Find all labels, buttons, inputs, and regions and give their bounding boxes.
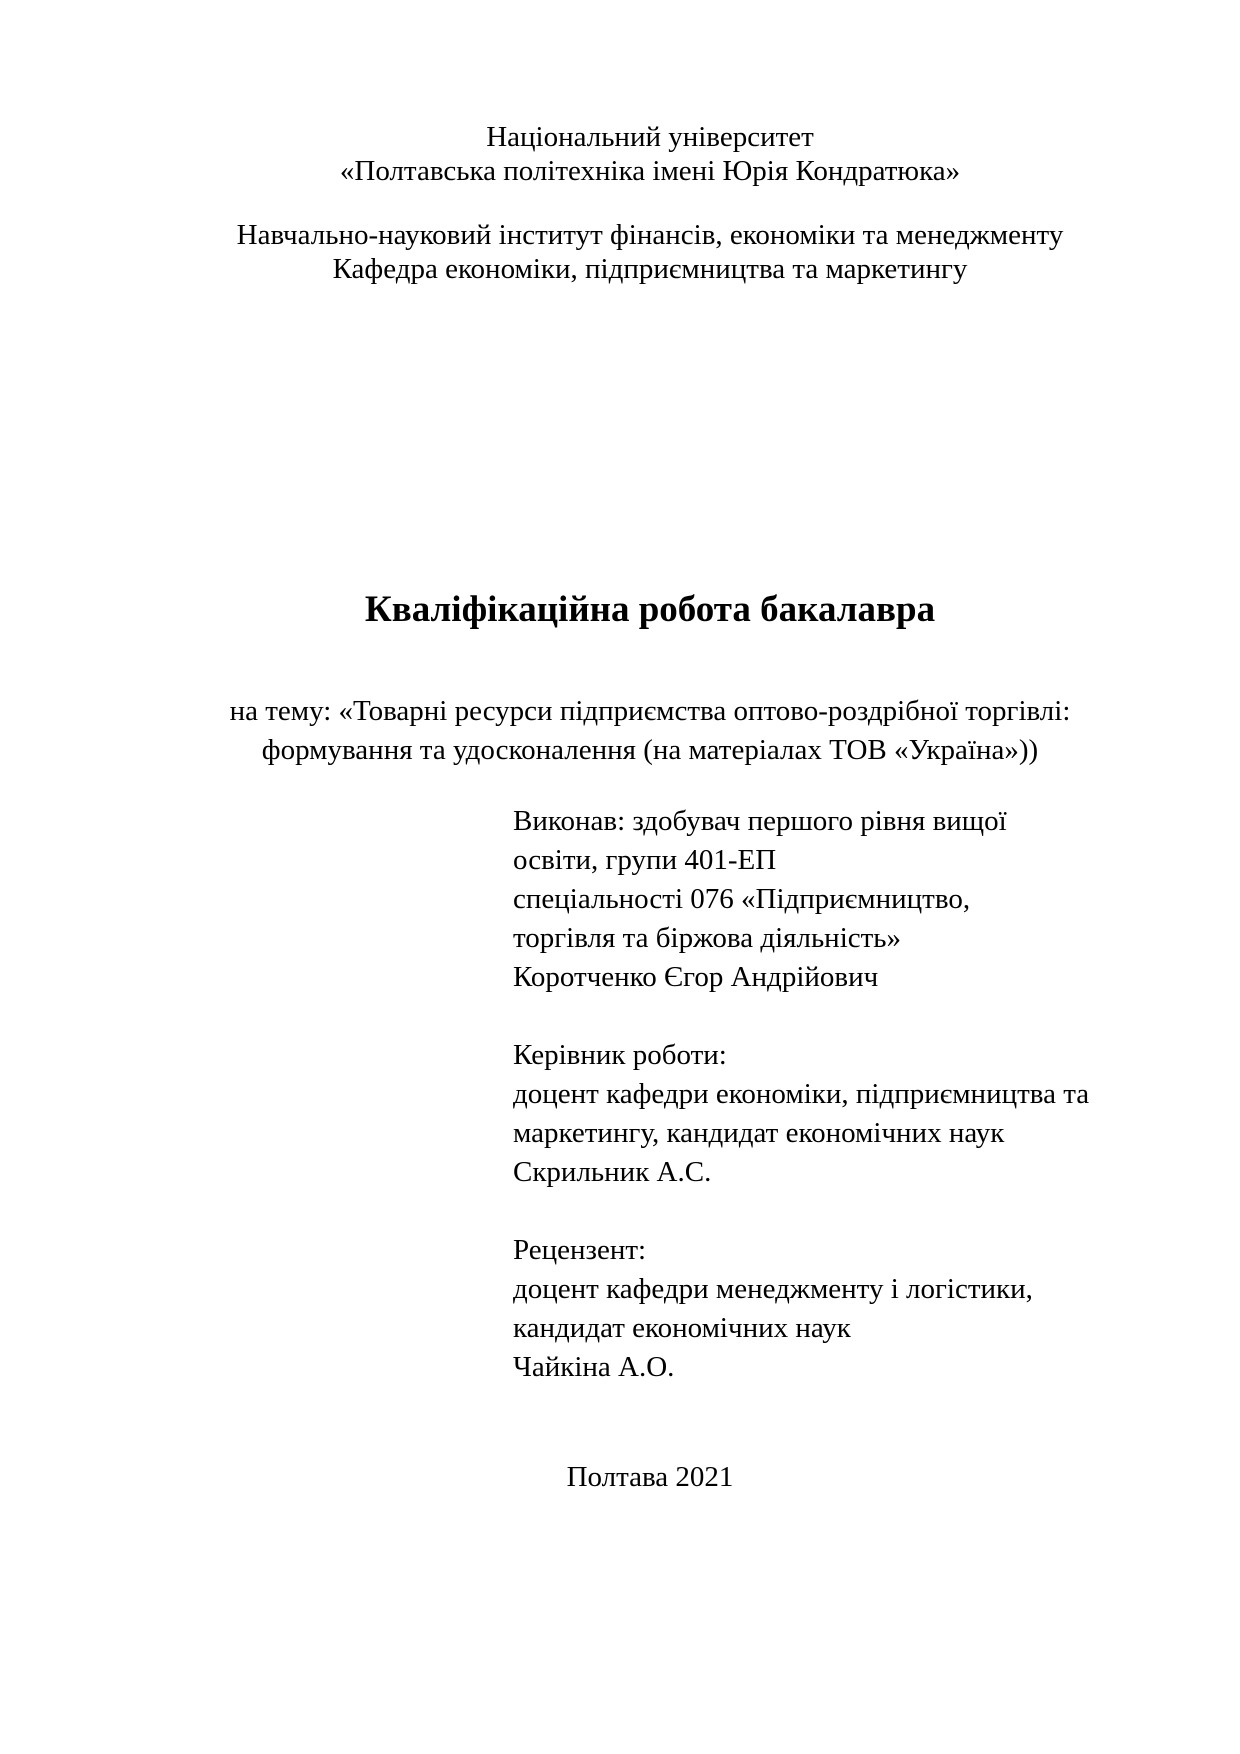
thesis-topic-line-2: формування та удосконалення (на матеріалах ТОВ «Україна»)): [261, 734, 1039, 766]
city-year-footer: Полтава 2021: [566, 1461, 734, 1493]
institute-name: Навчально-науковий інститут фінансів, економіки та менеджменту: [236, 219, 1064, 251]
executor-line: спеціальності 076 «Підприємництво,: [513, 883, 971, 915]
university-name-line-2: «Полтавська політехніка імені Юрія Кондратюка»: [339, 155, 961, 187]
university-header: [130, 120, 1170, 188]
university-name-line-1: Національний університет: [486, 121, 814, 153]
executor-line: Виконав: здобувач першого рівня вищої: [513, 805, 1007, 837]
reviewer-line: кандидат економічних наук: [513, 1312, 851, 1344]
credits-column: [513, 802, 1089, 1387]
reviewer-line: доцент кафедри менеджменту і логістики,: [513, 1273, 1033, 1305]
reviewer-label: Рецензент:: [513, 1234, 647, 1266]
reviewer-info: [513, 1231, 1089, 1387]
reviewer-name: Чайкіна А.О.: [513, 1351, 675, 1383]
supervisor-info: [513, 1036, 1089, 1192]
blank-line: [513, 1192, 1089, 1231]
supervisor-line: маркетингу, кандидат економічних наук: [513, 1117, 1005, 1149]
executor-line: освіти, групи 401-ЕП: [513, 844, 777, 876]
blank-line: [513, 997, 1089, 1036]
institute-header: [130, 218, 1170, 286]
work-type-title: Кваліфікаційна робота бакалавра: [364, 589, 936, 630]
executor-info: [513, 802, 1089, 997]
supervisor-name: Скрильник А.С.: [513, 1156, 712, 1188]
department-name: Кафедра економіки, підприємництва та маркетингу: [332, 253, 968, 285]
executor-name: Коротченко Єгор Андрійович: [513, 961, 879, 993]
executor-line: торгівля та біржова діяльність»: [513, 922, 902, 954]
supervisor-line: доцент кафедри економіки, підприємництва та: [513, 1078, 1090, 1110]
thesis-topic-line-1: на тему: «Товарні ресурси підприємства оптово-роздрібної торгівлі:: [229, 695, 1071, 727]
supervisor-label: Керівник роботи:: [513, 1039, 727, 1071]
thesis-topic: [130, 692, 1170, 770]
